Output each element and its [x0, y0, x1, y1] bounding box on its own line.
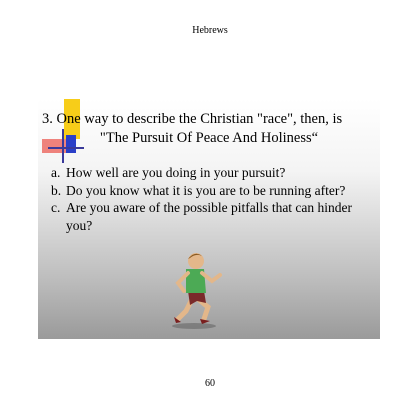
item-marker: a. [51, 165, 61, 180]
item-marker: b. [51, 182, 62, 198]
slide [38, 99, 380, 339]
page-header: Hebrews [192, 25, 228, 36]
slide-heading [42, 110, 376, 148]
list-item [51, 182, 371, 200]
item-text: Do you know what it is you are to be running after? [66, 182, 346, 198]
item-text: How well are you doing in your pursuit? [66, 165, 286, 180]
list-item [51, 199, 371, 234]
question-list [51, 164, 371, 234]
heading-line-2: "The Pursuit Of Peace And Holiness“ [99, 130, 319, 146]
list-item [51, 164, 371, 182]
heading-line-1: 3. One way to describe the Christian "race", then, is [42, 111, 343, 127]
page-number: 60 [205, 378, 215, 389]
runner-illustration [164, 249, 234, 329]
item-text: Are you aware of the possible pitfalls that can hinder you? [66, 200, 353, 233]
item-marker: c. [51, 200, 61, 215]
